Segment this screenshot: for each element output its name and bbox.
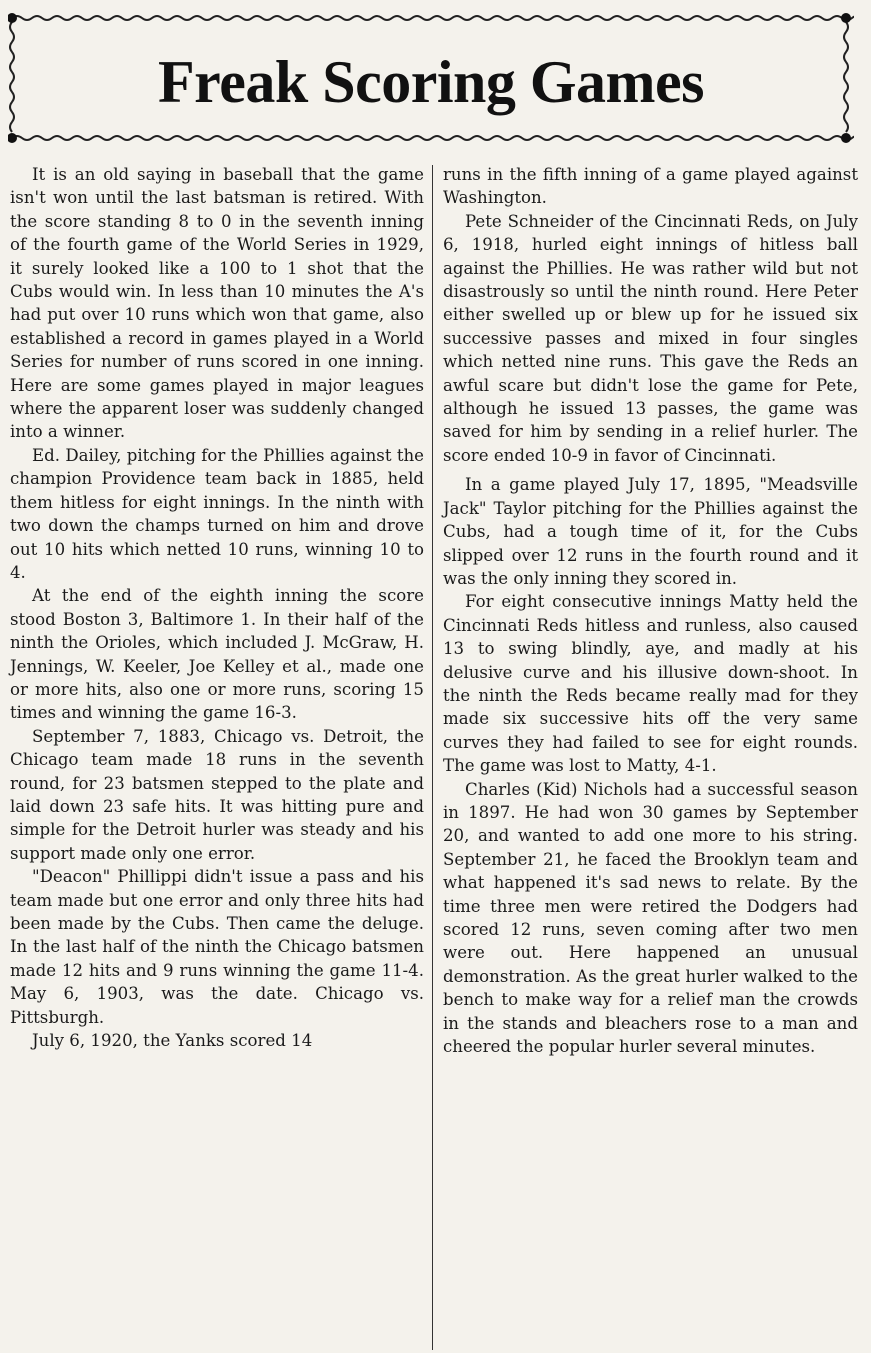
paragraph: At the end of the eighth inning the score stood Boston 3, Baltimore 1. In their half of the ninth the Orioles, which included J. McGraw, H. Jennings, W. Keeler, Joe Kelley et al., made one or more hits, also one or more runs, scoring 15 times and winning the game 16-3. [10, 586, 424, 723]
paragraph: Pete Schneider of the Cincinnati Reds, on July 6, 1918, hurled eight innings of hitless ball against the Phillies. He was rather wild but not disastrously so until the ninth round. Here Peter either swelled up or blew up for he issued six successive passes and mixed in four singles which netted nine runs. This gave the Reds an awful scare but didn't lose the game for Pete, although he issued 13 passes, the game was saved for him by sending in a relief hurler. The score ended 10-9 in favor of Cincinnati. [443, 211, 858, 465]
article-column-right [443, 163, 858, 1058]
paragraph: runs in the fifth inning of a game played against Washington. [443, 165, 858, 208]
article-title: Freak Scoring Games [158, 49, 704, 115]
paragraph: July 6, 1920, the Yanks scored 14 [32, 1031, 313, 1051]
paragraph: September 7, 1883, Chicago vs. Detroit, the Chicago team made 18 runs in the seventh round, for 23 batsmen stepped to the plate and laid down 23 safe hits. It was hitting pure and simple for the Detroit hurler was steady and his support made only one error. [10, 726, 424, 863]
paragraph: Charles (Kid) Nichols had a successful season in 1897. He had won 30 games by September 20, and wanted to add one more to his string. September 21, he faced the Brooklyn team and what happened it's sad news to relate. By the time three men were retired the Dodgers had scored 12 runs, seven coming after two men were out. Here happened an unusual demonstration. As the great hurler walked to the bench to make way for a relief man the crowds in the stands and bleachers rose to a man and cheered the popular hurler several minutes. [443, 779, 858, 1057]
title-banner [8, 8, 854, 148]
column-divider [432, 165, 433, 1350]
paragraph: Ed. Dailey, pitching for the Phillies against the champion Providence team back in 1885, held them hitless for eight innings. In the ninth with two down the champs turned on him and drove out 10 hits which netted 10 runs, winning 10 to 4. [10, 445, 424, 582]
article-column-left [10, 163, 424, 1052]
paragraph: It is an old saying in baseball that the game isn't won until the last batsman is retired. With the score standing 8 to 0 in the seventh inning of the fourth game of the World Series in 1929, it surely looked like a 100 to 1 shot that the Cubs would win. In less than 10 minutes the A's had put over 10 runs which won that game, also established a record in games played in a World Series for number of runs scored in one inning. Here are some games played in major leagues where the apparent loser was suddenly changed into a winner. [10, 165, 424, 442]
paragraph: For eight consecutive innings Matty held the Cincinnati Reds hitless and runless, also caused 13 to swing blindly, aye, and madly at his delusive curve and his illusive down-shoot. In the ninth the Reds became really mad for they made six successive hits off the very same curves they had failed to see for eight rounds. The game was lost to Matty, 4-1. [443, 592, 858, 776]
paragraph: In a game played July 17, 1895, "Meadsville Jack" Taylor pitching for the Phillies against the Cubs, had a tough time of it, for the Cubs slipped over 12 runs in the fourth round and it was the only inning they scored in. [443, 475, 858, 588]
paragraph: "Deacon" Phillippi didn't issue a pass and his team made but one error and only three hits had been made by the Cubs. Then came the deluge. In the last half of the ninth the Chicago batsmen made 12 hits and 9 runs winning the game 11-4. May 6, 1903, was the date. Chicago vs. Pittsburgh. [10, 867, 424, 1027]
